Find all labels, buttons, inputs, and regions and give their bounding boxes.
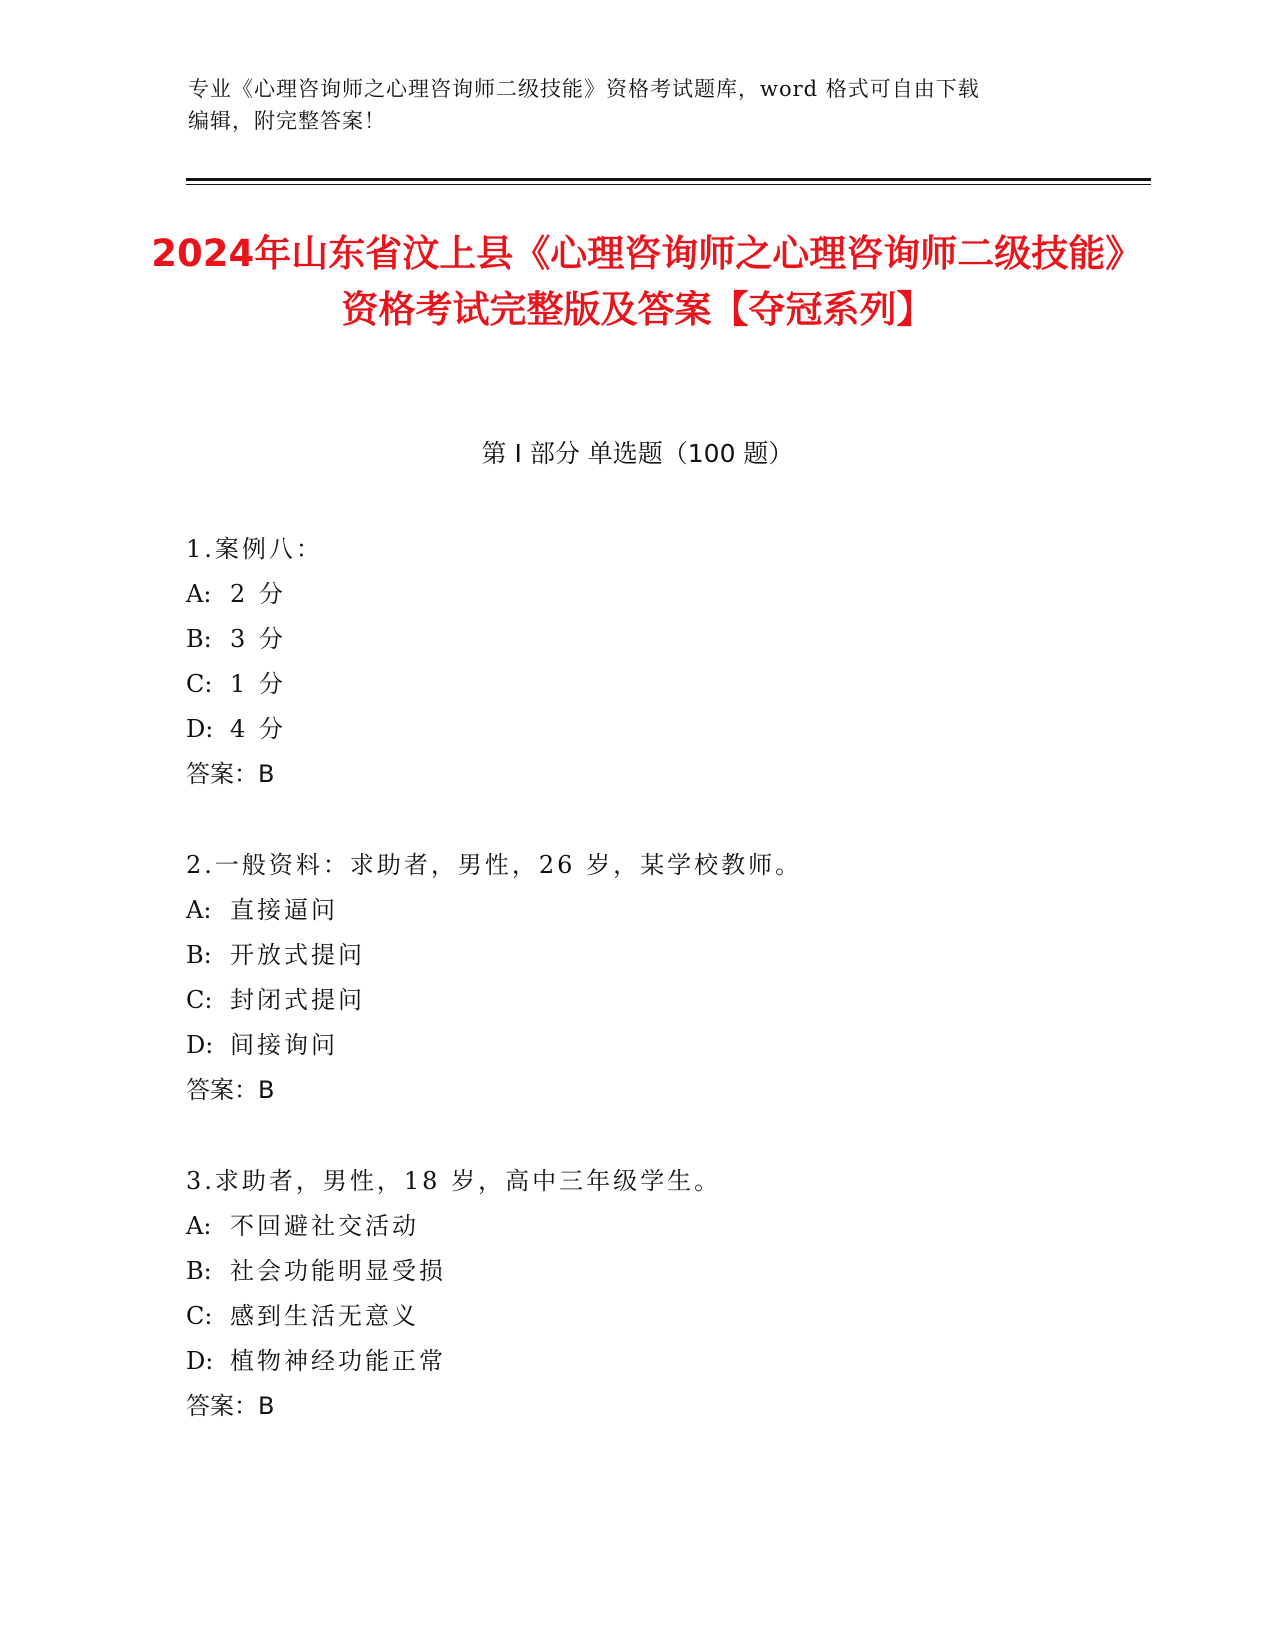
- document-title: 2024年山东省汶上县《心理咨询师之心理咨询师二级技能》资格考试完整版及答案【夺冠系列】: [151, 232, 1124, 331]
- section-heading: 第 I 部分 单选题（100 题）: [481, 439, 794, 468]
- option-key: D:: [186, 715, 214, 743]
- option-key: C:: [186, 986, 213, 1014]
- question-text: 2.一般资料：求助者，男性，26 岁，某学校教师。: [186, 851, 803, 879]
- option-a: [186, 1204, 1136, 1249]
- header-note-line-1: 专业《心理咨询师之心理咨询师二级技能》资格考试题库，word 格式可自由下载: [188, 77, 980, 101]
- option-text: 开放式提问: [230, 941, 365, 969]
- question-text: 1.案例八：: [186, 535, 323, 563]
- option-key: B:: [186, 941, 212, 969]
- option-d: [186, 1023, 1136, 1068]
- question-item: [186, 527, 1136, 797]
- question-item: [186, 1159, 1136, 1429]
- option-c: [186, 978, 1136, 1023]
- option-key: D:: [186, 1347, 214, 1375]
- option-b: [186, 1249, 1136, 1294]
- header-note-line-2: 编辑，附完整答案！: [188, 109, 386, 133]
- answer-line: 答案：B: [186, 1392, 275, 1420]
- option-text: 间接询问: [230, 1031, 338, 1059]
- option-c: [186, 1294, 1136, 1339]
- header-note: [188, 73, 1088, 137]
- option-text: 植物神经功能正常: [230, 1347, 446, 1375]
- option-text: 2 分: [230, 580, 286, 608]
- option-text: 社会功能明显受损: [230, 1257, 446, 1285]
- option-key: A:: [186, 580, 212, 608]
- question-list: [186, 527, 1136, 1475]
- option-a: [186, 572, 1136, 617]
- option-b: [186, 933, 1136, 978]
- option-key: C:: [186, 1302, 213, 1330]
- header-divider-thick: [186, 178, 1151, 181]
- option-text: 1 分: [230, 670, 286, 698]
- header-divider-thin: [186, 184, 1151, 185]
- option-key: A:: [186, 896, 212, 924]
- option-text: 4 分: [230, 715, 286, 743]
- option-d: [186, 1339, 1136, 1384]
- option-key: B:: [186, 625, 212, 653]
- option-key: A:: [186, 1212, 212, 1240]
- question-text: 3.求助者，男性，18 岁，高中三年级学生。: [186, 1167, 722, 1195]
- option-b: [186, 617, 1136, 662]
- option-text: 不回避社交活动: [230, 1212, 419, 1240]
- option-key: D:: [186, 1031, 214, 1059]
- option-c: [186, 662, 1136, 707]
- option-text: 直接逼问: [230, 896, 338, 924]
- option-text: 感到生活无意义: [230, 1302, 419, 1330]
- answer-line: 答案：B: [186, 760, 275, 788]
- option-text: 封闭式提问: [230, 986, 365, 1014]
- option-a: [186, 888, 1136, 933]
- option-d: [186, 707, 1136, 752]
- option-key: C:: [186, 670, 213, 698]
- question-item: [186, 843, 1136, 1113]
- answer-line: 答案：B: [186, 1076, 275, 1104]
- option-text: 3 分: [230, 625, 286, 653]
- option-key: B:: [186, 1257, 212, 1285]
